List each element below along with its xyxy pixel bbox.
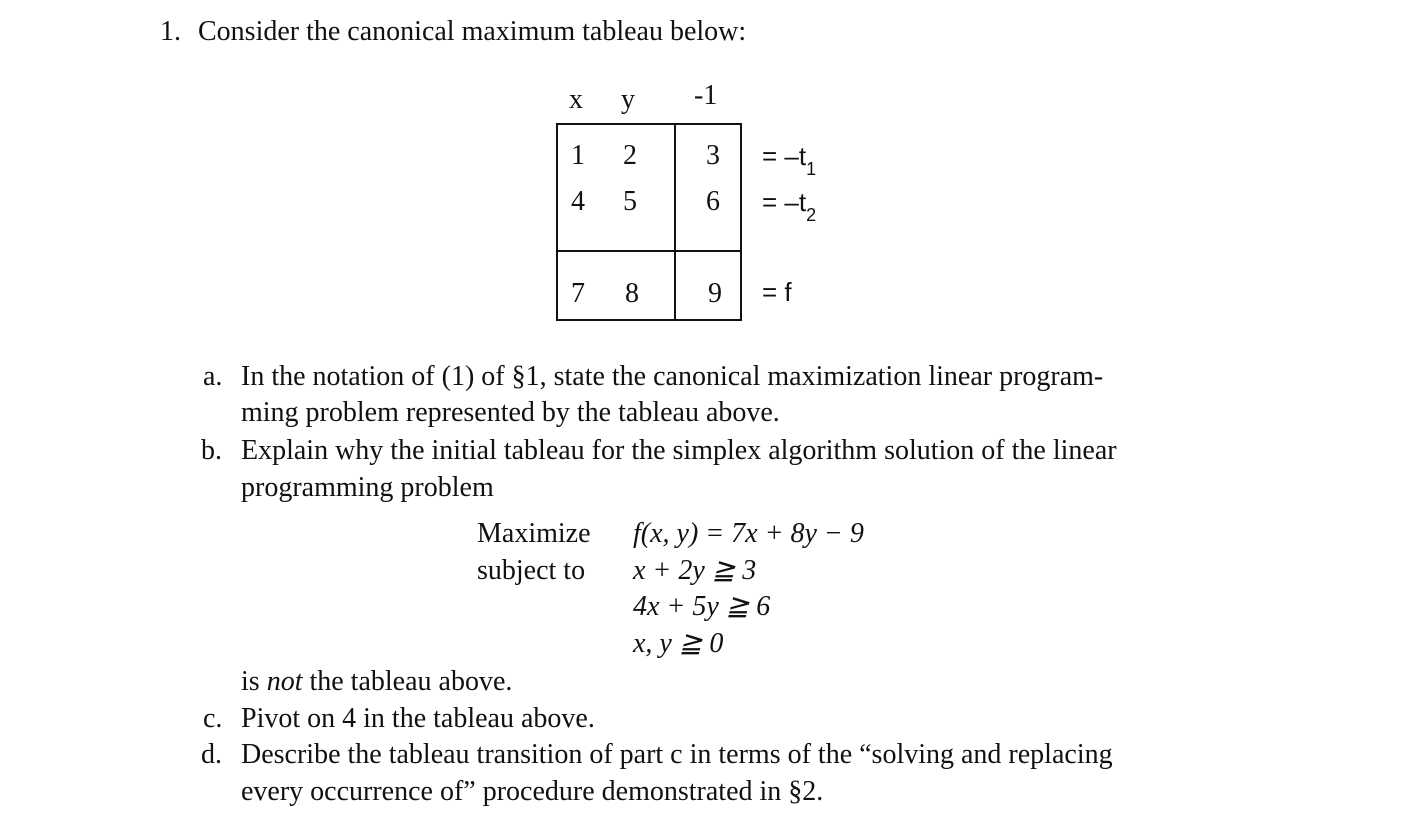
- tableau-col-header-y: y: [621, 84, 635, 115]
- part-b-marker: b.: [201, 435, 222, 466]
- part-c-marker: c.: [203, 703, 223, 734]
- problem-intro: Consider the canonical maximum tableau below:: [198, 16, 747, 47]
- tableau-cell: 5: [623, 186, 637, 217]
- tableau-cell: 9: [708, 278, 722, 309]
- tableau-vertical-divider: [674, 123, 676, 321]
- lp-constraint: x, y ≧ 0: [633, 628, 724, 659]
- lp-objective: f(x, y) = 7x + 8y − 9: [633, 518, 864, 549]
- problem-number: 1.: [160, 16, 181, 47]
- tableau-cell: 1: [571, 140, 585, 171]
- tableau-cell: 6: [706, 186, 720, 217]
- tableau-cell: 3: [706, 140, 720, 171]
- tableau-left-border: [556, 123, 558, 321]
- part-b-line2: programming problem: [241, 472, 494, 503]
- lp-constraint: x + 2y ≧ 3: [633, 555, 757, 586]
- tableau-cell: 2: [623, 140, 637, 171]
- lp-subject-to-label: subject to: [477, 555, 586, 586]
- part-c-line1: Pivot on 4 in the tableau above.: [241, 703, 595, 734]
- lp-maximize-label: Maximize: [477, 518, 591, 549]
- part-b-line1: Explain why the initial tableau for the simplex algorithm solution of the linear: [241, 435, 1117, 466]
- tableau-cell: 7: [571, 278, 585, 309]
- tableau-row-label-t2: = $-t_2$: [762, 187, 817, 225]
- tableau-col-header-x: x: [569, 84, 583, 115]
- part-a-line2: ming problem represented by the tableau above.: [241, 397, 780, 428]
- part-d-marker: d.: [201, 739, 222, 770]
- lp-constraint: 4x + 5y ≧ 6: [633, 591, 771, 622]
- part-a-marker: a.: [203, 361, 223, 392]
- part-d-line1: Describe the tableau transition of part c in terms of the “solving and replacing: [241, 739, 1113, 770]
- tableau-top-border: [556, 123, 742, 125]
- tableau-horizontal-divider: [556, 250, 742, 252]
- tableau-row-label-f: = f: [762, 277, 792, 307]
- part-a-line1: In the notation of (1) of §1, state the canonical maximization linear program-: [241, 361, 1104, 392]
- part-b-conclusion: is not the tableau above.: [241, 666, 513, 697]
- part-d-line2: every occurrence of” procedure demonstrated in §2.: [241, 776, 824, 807]
- tableau-col-header-neg1: -1: [694, 80, 718, 111]
- tableau-row-label-t1: = $-t_1$: [762, 141, 817, 179]
- emphasis-not: not: [266, 666, 303, 697]
- tableau-cell: 4: [571, 186, 585, 217]
- tableau-bottom-border: [556, 319, 742, 321]
- tableau-right-border: [740, 123, 742, 321]
- tableau-cell: 8: [625, 278, 639, 309]
